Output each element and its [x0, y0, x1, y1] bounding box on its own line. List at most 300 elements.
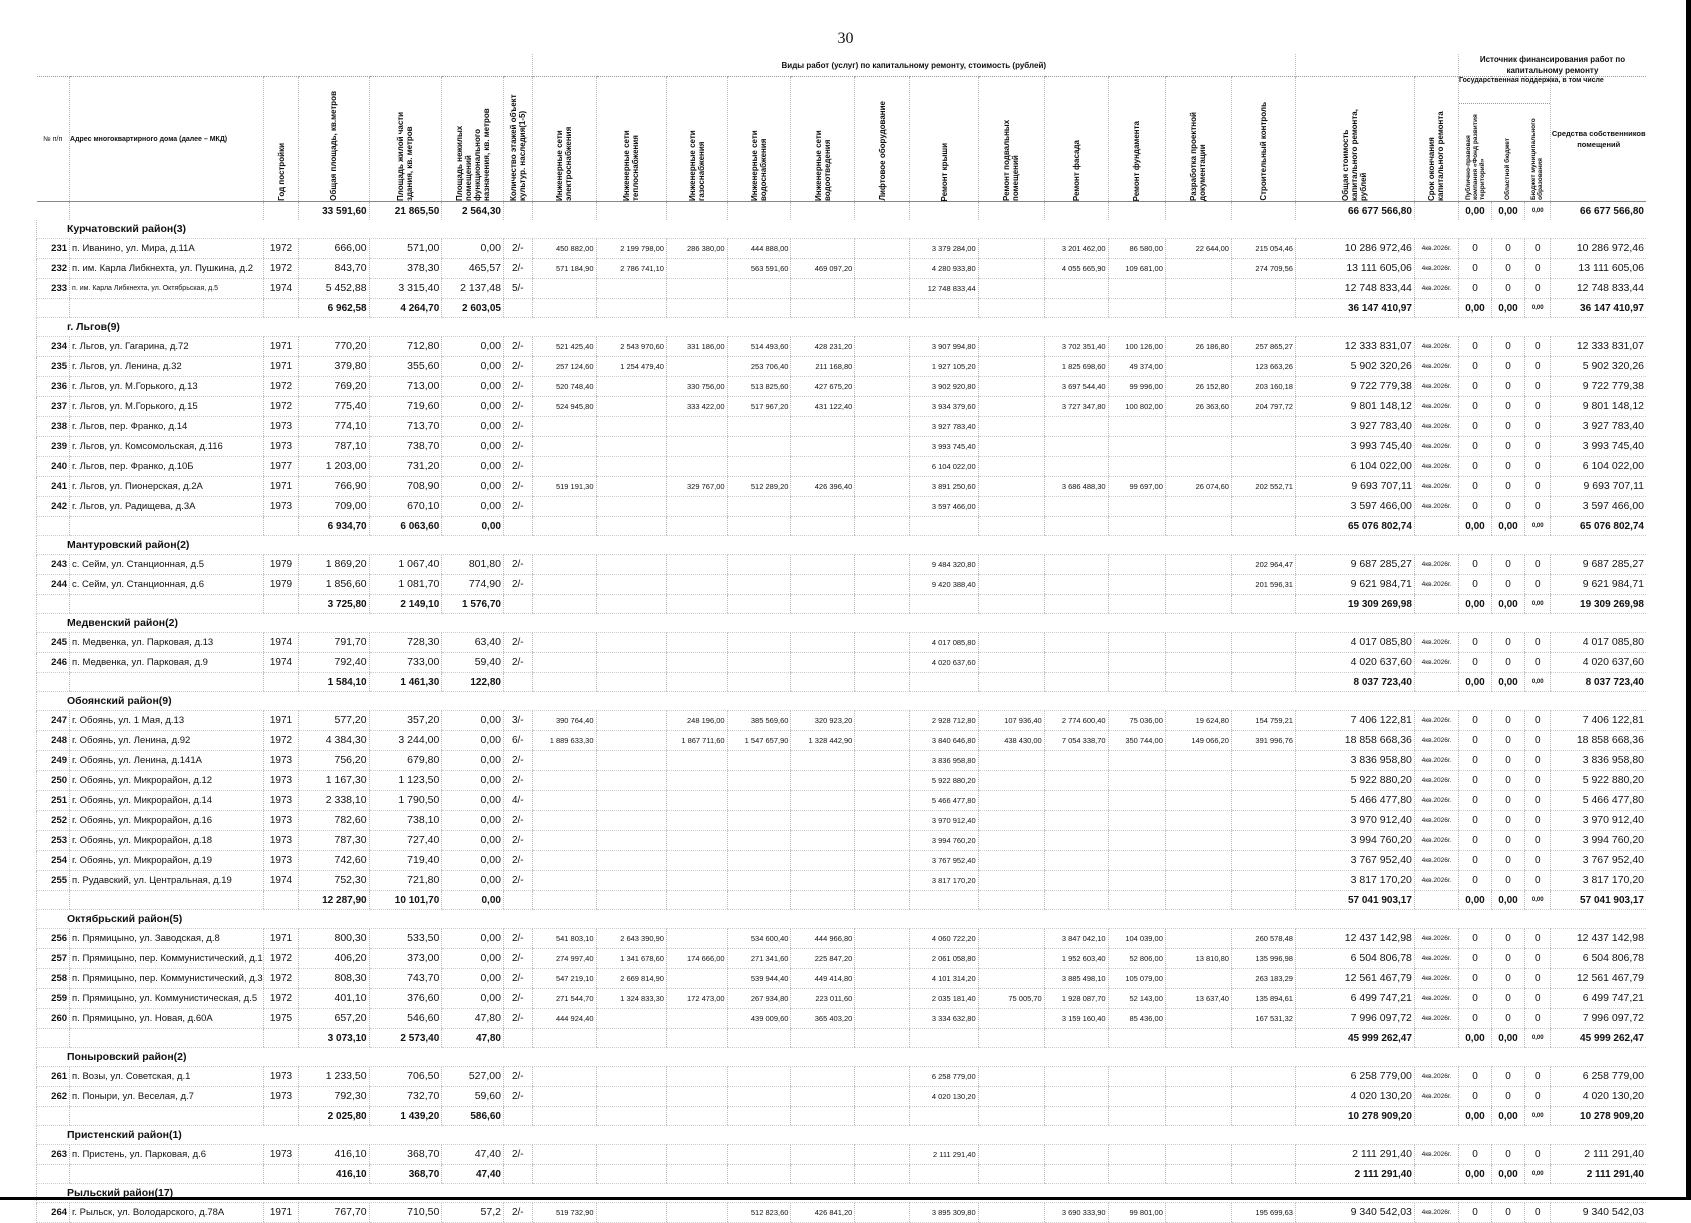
cost-subtotal: 36 147 410,97: [1295, 299, 1414, 318]
muni-value: 0: [1525, 259, 1551, 279]
year-built: 1972: [263, 259, 298, 279]
living-area-subtotal: 6 063,60: [369, 517, 442, 536]
row-number: 231: [37, 239, 70, 259]
spacer: [1165, 1165, 1231, 1184]
region-value: 0: [1491, 239, 1524, 259]
grand-total-row: [37, 202, 1647, 221]
nonresidential-area: 0,00: [442, 417, 504, 437]
total-cost: 3 597 466,00: [1295, 497, 1414, 517]
total-cost: 7 406 122,81: [1295, 711, 1414, 731]
spacer: [1108, 1165, 1165, 1184]
region-value: 0: [1491, 1009, 1524, 1029]
row-number: 252: [37, 811, 70, 831]
region-value: 0: [1491, 457, 1524, 477]
fund-value: 0: [1458, 1067, 1491, 1087]
total-cost: 12 437 142,98: [1295, 929, 1414, 949]
spacer: [70, 517, 264, 536]
region-value: 0: [1491, 831, 1524, 851]
gas-cost: [666, 633, 727, 653]
district-row: [37, 536, 1647, 555]
region-subtotal: 0,00: [1491, 673, 1524, 692]
table-row: [37, 771, 1647, 791]
fund-value: 0: [1458, 871, 1491, 891]
gas-cost: [666, 831, 727, 851]
header-gas: Инженерные сети газоснабжения: [687, 130, 706, 201]
spacer: [1044, 1029, 1108, 1048]
living-area: 719,40: [369, 851, 442, 871]
nonresidential-area: 2 137,48: [442, 279, 504, 299]
facade-cost: 1 928 087,70: [1044, 989, 1108, 1009]
year-built: 1973: [263, 791, 298, 811]
floors: 2/-: [503, 497, 532, 517]
roof-cost: 3 993 745,40: [910, 437, 978, 457]
foundation-cost: 86 580,00: [1108, 239, 1165, 259]
year-built: 1973: [263, 1087, 298, 1107]
nonresidential-area: 0,00: [442, 989, 504, 1009]
district-row: [37, 318, 1647, 337]
region-value: 0: [1491, 711, 1524, 731]
spacer: [1165, 891, 1231, 910]
basement-cost: [978, 437, 1044, 457]
nonres-area-subtotal: 1 576,70: [442, 595, 504, 614]
fund-subtotal: 0,00: [1458, 891, 1491, 910]
owners-value: 13 111 605,06: [1551, 259, 1646, 279]
lift-cost: [855, 929, 910, 949]
electric-cost: [532, 417, 596, 437]
living-area: 706,50: [369, 1067, 442, 1087]
spacer: [855, 1107, 910, 1126]
nonres-area-sum: 2 564,30: [442, 202, 504, 221]
sewer-cost: [791, 871, 855, 891]
heating-cost: 1 254 479,40: [596, 357, 666, 377]
table-row: [37, 477, 1647, 497]
facade-cost: 3 159 160,40: [1044, 1009, 1108, 1029]
fund-value: 0: [1458, 497, 1491, 517]
spacer: [727, 517, 791, 536]
nonresidential-area: 59,40: [442, 653, 504, 673]
foundation-cost: [1108, 555, 1165, 575]
muni-value: 0: [1525, 1009, 1551, 1029]
row-number: 261: [37, 1067, 70, 1087]
electric-cost: [532, 653, 596, 673]
year-built: 1977: [263, 457, 298, 477]
total-cost: 6 258 779,00: [1295, 1067, 1414, 1087]
region-value: 0: [1491, 477, 1524, 497]
header-roof: Ремонт крыши: [939, 142, 949, 201]
design-cost: [1165, 417, 1231, 437]
design-cost: 22 644,00: [1165, 239, 1231, 259]
lift-cost: [855, 259, 910, 279]
electric-cost: 547 219,10: [532, 969, 596, 989]
spacer: [666, 673, 727, 692]
deadline: 4кв.2026г.: [1414, 1145, 1458, 1165]
spacer: [1231, 299, 1295, 318]
total-cost: 4 020 130,20: [1295, 1087, 1414, 1107]
nonres-area-subtotal: 47,40: [442, 1165, 504, 1184]
deadline: 4кв.2026г.: [1414, 259, 1458, 279]
year-built: 1971: [263, 357, 298, 377]
owners-value: 9 687 285,27: [1551, 555, 1646, 575]
district-name: Октябрьский район(5): [37, 910, 1647, 929]
gas-cost: [666, 871, 727, 891]
owners-value: 3 836 958,80: [1551, 751, 1646, 771]
table-row: [37, 1203, 1647, 1223]
muni-value: 0: [1525, 1203, 1551, 1223]
design-cost: 13 637,40: [1165, 989, 1231, 1009]
spacer: [70, 1029, 264, 1048]
electric-cost: 541 803,10: [532, 929, 596, 949]
row-number: 249: [37, 751, 70, 771]
table-row: [37, 811, 1647, 831]
total-area-subtotal: 6 962,58: [299, 299, 369, 318]
spacer: [37, 517, 70, 536]
total-area: 4 384,30: [299, 731, 369, 751]
facade-cost: 3 686 488,30: [1044, 477, 1108, 497]
control-cost: [1231, 437, 1295, 457]
muni-value: 0: [1525, 477, 1551, 497]
control-cost: [1231, 811, 1295, 831]
facade-cost: 3 690 333,90: [1044, 1203, 1108, 1223]
header-muni: Бюджет муниципального образования: [1530, 118, 1545, 200]
gas-cost: [666, 417, 727, 437]
gas-cost: 329 767,00: [666, 477, 727, 497]
owners-value: 2 111 291,40: [1551, 1145, 1646, 1165]
spacer: [596, 1107, 666, 1126]
row-number: 244: [37, 575, 70, 595]
floors: 2/-: [503, 633, 532, 653]
spacer: [263, 1029, 298, 1048]
spacer: [532, 1165, 596, 1184]
water-cost: 563 591,60: [727, 259, 791, 279]
electric-cost: [532, 851, 596, 871]
control-cost: [1231, 1145, 1295, 1165]
district-name: Поныровский район(2): [37, 1048, 1647, 1067]
district-total-row: [37, 891, 1647, 910]
district-name: Обоянский район(9): [37, 692, 1647, 711]
header-electric: Инженерные сети электроснабжения: [555, 126, 574, 201]
deadline: 4кв.2026г.: [1414, 949, 1458, 969]
spacer: [1044, 1165, 1108, 1184]
lift-cost: [855, 1009, 910, 1029]
cost-sum: 66 677 566,80: [1295, 202, 1414, 221]
owners-value: 9 340 542,03: [1551, 1203, 1646, 1223]
region-value: 0: [1491, 771, 1524, 791]
address: п. Прямицыно, ул. Коммунистическая, д.5: [70, 989, 264, 1009]
roof-cost: 3 597 466,00: [910, 497, 978, 517]
header-deadline: Срок окончания капитального ремонта: [1427, 111, 1446, 201]
heating-cost: 2 669 814,90: [596, 969, 666, 989]
owners-sum: 66 677 566,80: [1551, 202, 1646, 221]
roof-cost: 3 334 632,80: [910, 1009, 978, 1029]
fund-value: 0: [1458, 377, 1491, 397]
floors: 2/-: [503, 771, 532, 791]
spacer: [596, 1165, 666, 1184]
spacer: [263, 299, 298, 318]
works-group-header: Виды работ (услуг) по капитальному ремонту, стоимость (рублей): [532, 54, 1295, 77]
basement-cost: [978, 1145, 1044, 1165]
water-cost: [727, 497, 791, 517]
total-area: 808,30: [299, 969, 369, 989]
roof-cost: 3 994 760,20: [910, 831, 978, 851]
total-area: 800,30: [299, 929, 369, 949]
water-cost: [727, 771, 791, 791]
spacer: [503, 1107, 532, 1126]
table-row: [37, 397, 1647, 417]
water-cost: [727, 831, 791, 851]
year-built: 1973: [263, 831, 298, 851]
total-area: 752,30: [299, 871, 369, 891]
floors: 2/-: [503, 259, 532, 279]
roof-cost: 6 104 022,00: [910, 457, 978, 477]
row-number: 259: [37, 989, 70, 1009]
owners-subtotal: 8 037 723,40: [1551, 673, 1646, 692]
floors: 2/-: [503, 929, 532, 949]
year-built: 1971: [263, 929, 298, 949]
heating-cost: [596, 575, 666, 595]
foundation-cost: [1108, 457, 1165, 477]
water-cost: 514 493,60: [727, 337, 791, 357]
electric-cost: [532, 437, 596, 457]
foundation-cost: [1108, 633, 1165, 653]
facade-cost: [1044, 457, 1108, 477]
total-cost: 6 499 747,21: [1295, 989, 1414, 1009]
spacer: [666, 891, 727, 910]
design-cost: [1165, 771, 1231, 791]
nonresidential-area: 47,80: [442, 1009, 504, 1029]
district-row: [37, 1048, 1647, 1067]
design-cost: [1165, 555, 1231, 575]
gas-cost: [666, 1067, 727, 1087]
sewer-cost: 426 841,20: [791, 1203, 855, 1223]
fund-subtotal: 0,00: [1458, 299, 1491, 318]
water-cost: 512 289,20: [727, 477, 791, 497]
district-total-row: [37, 299, 1647, 318]
muni-value: 0: [1525, 1087, 1551, 1107]
control-cost: 202 964,47: [1231, 555, 1295, 575]
heating-cost: [596, 633, 666, 653]
control-cost: 263 183,29: [1231, 969, 1295, 989]
table-row: [37, 259, 1647, 279]
spacer: [855, 1165, 910, 1184]
gas-cost: [666, 497, 727, 517]
owners-value: 9 801 148,12: [1551, 397, 1646, 417]
deadline: 4кв.2026г.: [1414, 711, 1458, 731]
roof-cost: 5 466 477,80: [910, 791, 978, 811]
spacer: [727, 891, 791, 910]
header-num: № п/п: [37, 77, 70, 202]
row-number: 247: [37, 711, 70, 731]
total-area: 577,20: [299, 711, 369, 731]
water-cost: 385 569,60: [727, 711, 791, 731]
district-name: г. Льгов(9): [37, 318, 1647, 337]
basement-cost: [978, 1087, 1044, 1107]
address: п. Рудавский, ул. Центральная, д.19: [70, 871, 264, 891]
living-area: 373,00: [369, 949, 442, 969]
roof-cost: 12 748 833,44: [910, 279, 978, 299]
floors: 2/-: [503, 555, 532, 575]
deadline: 4кв.2026г.: [1414, 831, 1458, 851]
gas-cost: [666, 851, 727, 871]
water-cost: [727, 1067, 791, 1087]
fund-value: 0: [1458, 457, 1491, 477]
design-cost: [1165, 791, 1231, 811]
district-name: Мантуровский район(2): [37, 536, 1647, 555]
total-cost: 2 111 291,40: [1295, 1145, 1414, 1165]
total-cost: 5 922 880,20: [1295, 771, 1414, 791]
design-cost: [1165, 1145, 1231, 1165]
spacer: [910, 517, 978, 536]
total-area: 742,60: [299, 851, 369, 871]
floors: 2/-: [503, 653, 532, 673]
header-basement: Ремонт подвальных помещений: [1002, 119, 1021, 201]
total-area: 406,20: [299, 949, 369, 969]
row-number: 245: [37, 633, 70, 653]
roof-cost: 2 061 058,80: [910, 949, 978, 969]
sewer-cost: 365 403,20: [791, 1009, 855, 1029]
control-cost: [1231, 457, 1295, 477]
total-cost: 12 748 833,44: [1295, 279, 1414, 299]
control-cost: 257 865,27: [1231, 337, 1295, 357]
spacer: [596, 517, 666, 536]
spacer: [263, 891, 298, 910]
nonresidential-area: 0,00: [442, 831, 504, 851]
owners-subtotal: 45 999 262,47: [1551, 1029, 1646, 1048]
water-cost: [727, 437, 791, 457]
heating-cost: [596, 851, 666, 871]
facade-cost: 2 774 600,40: [1044, 711, 1108, 731]
living-area: 713,70: [369, 417, 442, 437]
table-row: [37, 633, 1647, 653]
floors: 2/-: [503, 239, 532, 259]
living-area: 710,50: [369, 1203, 442, 1223]
owners-value: 3 817 170,20: [1551, 871, 1646, 891]
sewer-cost: [791, 417, 855, 437]
deadline: 4кв.2026г.: [1414, 437, 1458, 457]
region-value: 0: [1491, 1203, 1524, 1223]
header-nonresidential-area: Площадь нежилых помещений функционального назначения, кв. метров: [454, 108, 491, 201]
facade-cost: [1044, 653, 1108, 673]
spacer: [1108, 891, 1165, 910]
spacer: [1231, 517, 1295, 536]
foundation-cost: 105 079,00: [1108, 969, 1165, 989]
region-value: 0: [1491, 377, 1524, 397]
total-cost: 13 111 605,06: [1295, 259, 1414, 279]
foundation-cost: [1108, 751, 1165, 771]
roof-cost: 3 767 952,40: [910, 851, 978, 871]
gas-cost: 331 186,00: [666, 337, 727, 357]
spacer: [1414, 1165, 1458, 1184]
foundation-cost: 49 374,00: [1108, 357, 1165, 377]
deadline: 4кв.2026г.: [1414, 969, 1458, 989]
fund-value: 0: [1458, 357, 1491, 377]
sewer-cost: [791, 239, 855, 259]
basement-cost: [978, 279, 1044, 299]
nonresidential-area: 0,00: [442, 871, 504, 891]
deadline: 4кв.2026г.: [1414, 239, 1458, 259]
design-cost: [1165, 1203, 1231, 1223]
muni-value: 0: [1525, 969, 1551, 989]
gas-cost: [666, 1145, 727, 1165]
heating-cost: [596, 555, 666, 575]
table-row: [37, 791, 1647, 811]
row-number: 242: [37, 497, 70, 517]
spacer: [503, 891, 532, 910]
design-cost: [1165, 851, 1231, 871]
row-number: 234: [37, 337, 70, 357]
year-built: 1971: [263, 337, 298, 357]
region-subtotal: 0,00: [1491, 517, 1524, 536]
deadline: 4кв.2026г.: [1414, 279, 1458, 299]
nonresidential-area: 57,2: [442, 1203, 504, 1223]
design-cost: [1165, 437, 1231, 457]
spacer: [1414, 517, 1458, 536]
basement-cost: [978, 497, 1044, 517]
spacer: [503, 673, 532, 692]
electric-cost: [532, 1087, 596, 1107]
spacer: [263, 1165, 298, 1184]
sewer-cost: [791, 633, 855, 653]
roof-cost: 3 817 170,20: [910, 871, 978, 891]
table-row: [37, 555, 1647, 575]
owners-value: 6 499 747,21: [1551, 989, 1646, 1009]
living-area: 3 244,00: [369, 731, 442, 751]
gas-cost: [666, 259, 727, 279]
deadline: 4кв.2026г.: [1414, 1067, 1458, 1087]
water-cost: [727, 457, 791, 477]
facade-cost: 1 825 698,60: [1044, 357, 1108, 377]
fund-value: 0: [1458, 811, 1491, 831]
spacer: [1165, 517, 1231, 536]
total-area: 769,20: [299, 377, 369, 397]
control-cost: [1231, 417, 1295, 437]
facade-cost: [1044, 871, 1108, 891]
table-row: [37, 457, 1647, 477]
nonresidential-area: 0,00: [442, 239, 504, 259]
table-row: [37, 437, 1647, 457]
basement-cost: [978, 357, 1044, 377]
lift-cost: [855, 1145, 910, 1165]
address: г. Льгов, ул. Пионерская, д.2А: [70, 477, 264, 497]
owners-value: 6 104 022,00: [1551, 457, 1646, 477]
spacer: [791, 673, 855, 692]
sewer-cost: 469 097,20: [791, 259, 855, 279]
roof-cost: 3 895 309,80: [910, 1203, 978, 1223]
fund-value: 0: [1458, 633, 1491, 653]
total-area-subtotal: 6 934,70: [299, 517, 369, 536]
district-row: [37, 692, 1647, 711]
address: г. Льгов, ул. Ленина, д.32: [70, 357, 264, 377]
living-area-sum: 21 865,50: [369, 202, 442, 221]
header-owners: Средства собственников помещений: [1551, 77, 1646, 202]
capital-repair-table: [36, 54, 1646, 1223]
total-cost: 12 333 831,07: [1295, 337, 1414, 357]
muni-value: 0: [1525, 633, 1551, 653]
address: г. Обоянь, ул. Ленина, д.141А: [70, 751, 264, 771]
gas-cost: [666, 457, 727, 477]
design-cost: [1165, 279, 1231, 299]
address: г. Льгов, ул. Комсомольская, д.116: [70, 437, 264, 457]
district-total-row: [37, 517, 1647, 536]
lift-cost: [855, 871, 910, 891]
electric-cost: 390 764,40: [532, 711, 596, 731]
spacer: [503, 1165, 532, 1184]
heating-cost: 2 643 390,90: [596, 929, 666, 949]
roof-cost: 6 258 779,00: [910, 1067, 978, 1087]
header-total-cost: Общая стоимость капитального ремонта, рублей: [1341, 109, 1369, 201]
sewer-cost: 428 231,20: [791, 337, 855, 357]
lift-cost: [855, 731, 910, 751]
floors: 2/-: [503, 989, 532, 1009]
